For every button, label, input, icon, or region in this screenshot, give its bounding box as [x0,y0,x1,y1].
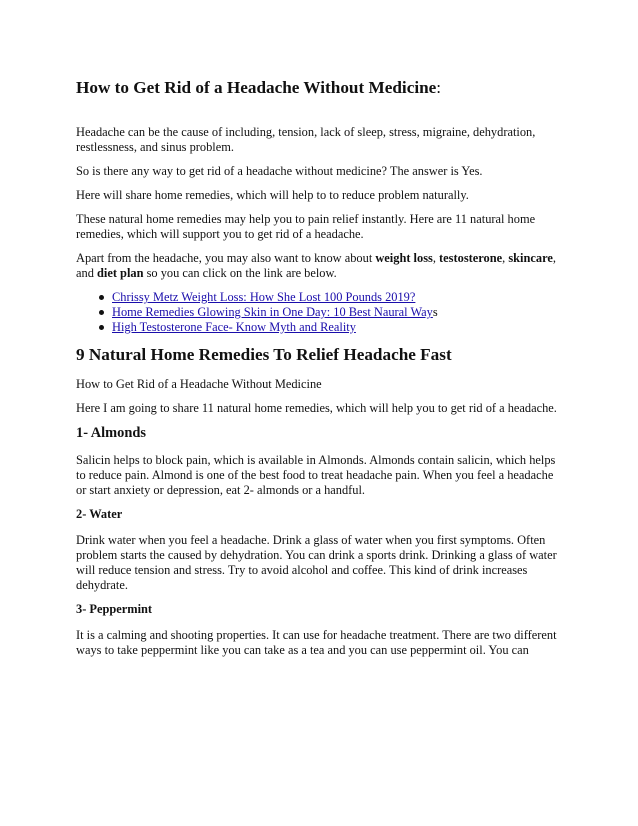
bullet-icon [99,295,104,300]
intro-paragraph-5 [76,251,566,281]
section-heading: 9 Natural Home Remedies To Relief Headache Fast [76,345,452,364]
remedy-text-water: Drink water when you feel a headache. Drink a glass of water when you first symptoms. Often problem starts the caused by dehydration. You can drink a sports drink. Drinking a glass of water will reduce tension and stress. Try to avoid alcohol and coffee. This kind of drink increases dehydrate. [76,533,557,592]
list-item [112,320,566,335]
keyword-skincare: skincare [508,251,553,265]
p5-lead: Apart from the headache, you may also want to know about [76,251,376,265]
p5-tail: so you can click on the link are below. [143,266,337,280]
keyword-testosterone: testosterone [439,251,503,265]
page-title [76,78,566,98]
keyword-diet-plan: diet plan [97,266,144,280]
intro-paragraph-5-line-1 [76,251,556,265]
remedy-heading-almonds: 1- Almonds [76,425,146,441]
intro-paragraph-3: Here will share home remedies, which will help to to reduce problem naturally. [76,188,469,202]
section-subtitle: How to Get Rid of a Headache Without Medicine [76,377,322,391]
related-links-list [76,290,566,335]
document-page [76,78,566,667]
p5-sep-1: , [432,251,440,265]
remedy-heading-peppermint: 3- Peppermint [76,602,153,616]
remedy-heading-water: 2- Water [76,507,123,521]
remedy-text-peppermint: It is a calming and shooting properties. It can use for headache treatment. There are two different ways to take peppermint like you can take as a tea and you can use peppermint oil. You can [76,628,557,657]
link-chrissy-metz-weight-loss[interactable]: Chrissy Metz Weight Loss: How She Lost 100 Pounds 2019? [112,290,416,304]
remedy-text-almonds: Salicin helps to block pain, which is available in Almonds. Almonds contain salicin, which helps to reduce pain. Almond is one of the best food to treat headache pain. When you feel a headache or start anxiety or depression, eat 2- almonds or a handful. [76,453,556,497]
link-suffix: s [432,305,438,319]
section-lead: Here I am going to share 11 natural home remedies, which will help you to get rid of a headache. [76,401,557,415]
link-high-testosterone-face[interactable]: High Testosterone Face- Know Myth and Reality [112,320,356,334]
intro-paragraph-2: So is there any way to get rid of a headache without medicine? The answer is Yes. [76,164,483,178]
p5-line2-lead: and [76,266,97,280]
bullet-icon [99,325,104,330]
list-item [112,290,566,305]
bullet-icon [99,310,104,315]
intro-paragraph-4: These natural home remedies may help you to pain relief instantly. Here are 11 natural home remedies, which will support you to get rid of a headache. [76,212,536,241]
page-title-colon: : [436,78,442,97]
p5-sep-3: , [552,251,556,265]
page-title-text: How to Get Rid of a Headache Without Medicine [76,78,437,97]
link-home-remedies-glowing-skin[interactable]: Home Remedies Glowing Skin in One Day: 10 Best Naural Way [112,305,433,319]
keyword-weight-loss: weight loss [375,251,433,265]
intro-paragraph-1: Headache can be the cause of including, tension, lack of sleep, stress, migraine, dehydration, restlessness, and sinus problem. [76,125,536,154]
list-item [112,305,566,320]
p5-sep-2: , [502,251,509,265]
